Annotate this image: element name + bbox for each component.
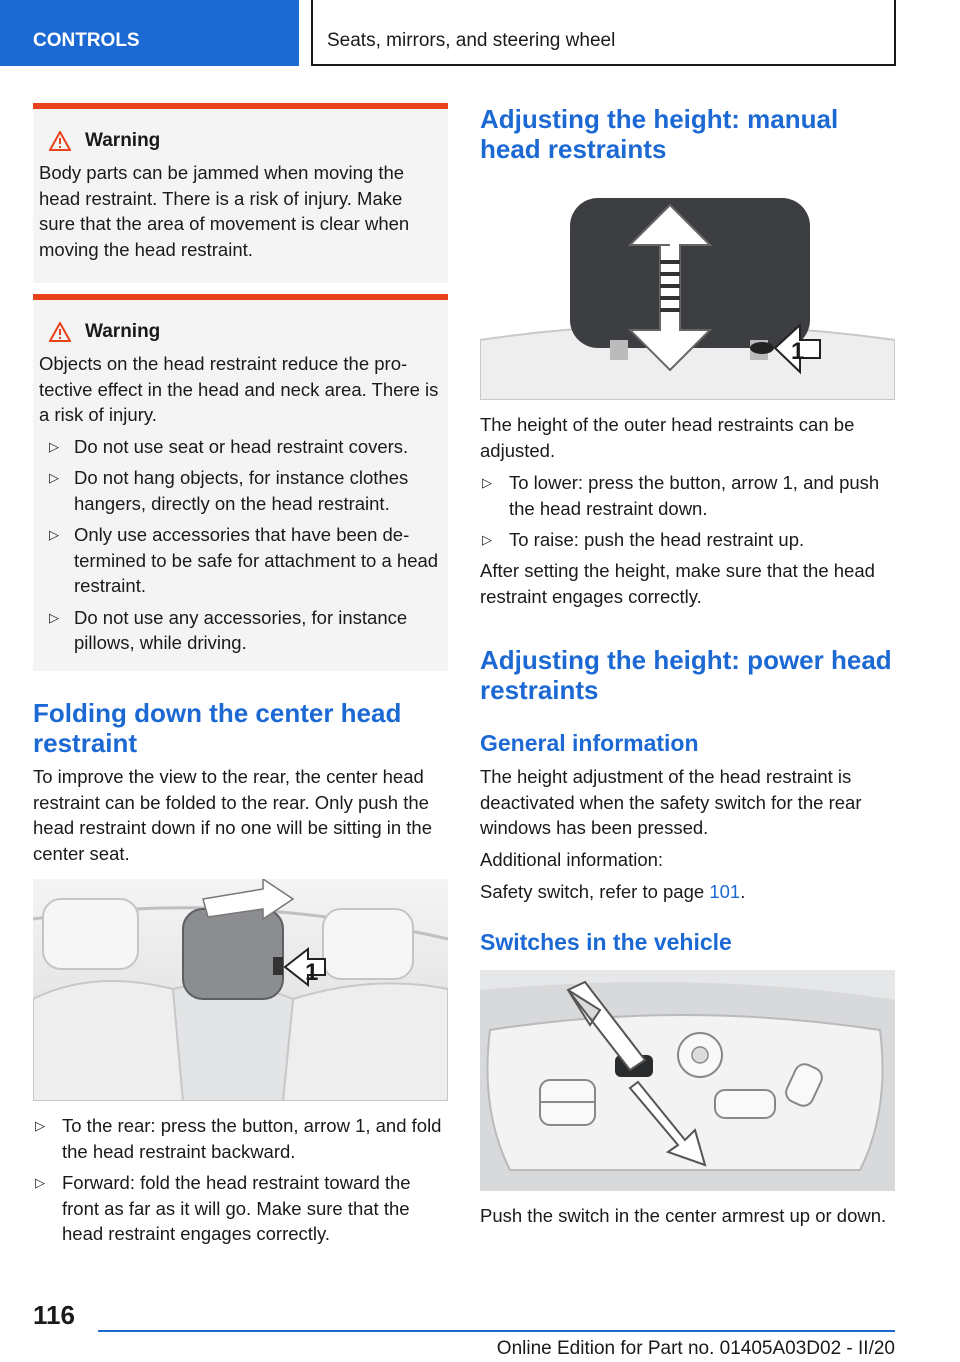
heading-manual-height: Adjusting the height: manual head restraints bbox=[480, 104, 839, 164]
warning-title: Warning bbox=[39, 317, 440, 347]
list-item: ▷ To raise: push the head restraint up. bbox=[480, 527, 895, 553]
warning-triangle-icon bbox=[49, 131, 71, 151]
additional-info-label: Additional information: bbox=[480, 849, 664, 870]
manual-text: The height of the outer head restraints can be adjusted. bbox=[480, 414, 855, 461]
footer-edition: Online Edition for Part no. 01405A03D02 - II/20 bbox=[496, 1338, 895, 1359]
triangle-bullet-icon: ▷ bbox=[482, 532, 492, 547]
folding-text: To improve the view to the rear, the center head restraint can be folded to the rear. Only push the head restraint down if no one will be sitting in the center seat. bbox=[33, 766, 433, 864]
armrest-switch-illustration bbox=[480, 970, 895, 1191]
figure-callout-1: 1 bbox=[305, 959, 319, 986]
triangle-bullet-icon: ▷ bbox=[35, 1118, 45, 1133]
list-item: ▷ Only use accessories that have been determined to be safe for attachment to a head restraint. bbox=[49, 524, 439, 596]
switches-text: Push the switch in the center armrest up or down. bbox=[480, 1205, 887, 1226]
triangle-bullet-icon: ▷ bbox=[49, 438, 59, 454]
chapter-title: Seats, mirrors, and steering wheel bbox=[311, 0, 896, 66]
heading-folding: Folding down the center head restraint bbox=[33, 698, 402, 758]
list-item: ▷ To the rear: press the button, arrow 1, and fold the head restraint backward. bbox=[35, 1115, 442, 1162]
list-item: ▷ Do not hang objects, for instance clothes hangers, directly on the head restraint. bbox=[49, 467, 409, 514]
warning-text: Objects on the head restraint reduce the protective effect in the head and neck area. There is a risk of injury. bbox=[39, 353, 439, 425]
warning-text: Body parts can be jammed when moving the head restraint. There is a risk of injury. Make sure that the area of movement is clear when moving the head restraint. bbox=[39, 162, 410, 260]
heading-switches: Switches in the vehicle bbox=[480, 929, 732, 955]
rear-seat-illustration bbox=[33, 879, 448, 1101]
list-item: ▷ Forward: fold the head restraint toward the front as far as it will go. Make sure that the head restraint engages correctly. bbox=[35, 1172, 411, 1244]
section-tab[interactable]: CONTROLS bbox=[0, 0, 299, 66]
warning-box-objects bbox=[33, 294, 448, 671]
warning-triangle-icon bbox=[49, 322, 71, 342]
list-item: ▷ To lower: press the button, arrow 1, and push the head restraint down. bbox=[482, 472, 880, 519]
warning-box-jamming bbox=[33, 103, 448, 283]
list-item: ▷ Do not use seat or head restraint covers. bbox=[39, 434, 440, 460]
figure-center-head-restraint bbox=[33, 879, 448, 1101]
page-number: 116 bbox=[33, 1300, 75, 1330]
triangle-bullet-icon: ▷ bbox=[49, 609, 59, 625]
manual-after-text: After setting the height, make sure that the head restraint engages correctly. bbox=[480, 560, 875, 607]
figure-callout-1: 1 bbox=[791, 338, 805, 365]
manual-list bbox=[480, 464, 895, 553]
triangle-bullet-icon: ▷ bbox=[49, 470, 59, 485]
folding-list bbox=[33, 1107, 448, 1247]
general-text: The height adjustment of the head restraint is deactivated when the safety switch for the rear windows has been pressed. bbox=[480, 766, 862, 838]
safety-switch-reference: Safety switch, refer to page 101. bbox=[480, 881, 746, 902]
figure-armrest-switch bbox=[480, 970, 895, 1191]
warning-title: Warning bbox=[39, 126, 440, 156]
manual-head-restraint-illustration bbox=[480, 190, 895, 400]
heading-general-information: General information bbox=[480, 730, 699, 756]
warning-list bbox=[39, 434, 440, 656]
page-link-101[interactable]: 101 bbox=[709, 881, 741, 902]
list-item: ▷ Do not use any accessories, for instance pillows, while driving. bbox=[49, 606, 408, 653]
triangle-bullet-icon: ▷ bbox=[49, 527, 59, 542]
heading-power-height: Adjusting the height: power head restraints bbox=[480, 645, 892, 705]
triangle-bullet-icon: ▷ bbox=[482, 475, 492, 490]
triangle-bullet-icon: ▷ bbox=[35, 1175, 45, 1190]
figure-manual-head-restraint bbox=[480, 190, 895, 400]
